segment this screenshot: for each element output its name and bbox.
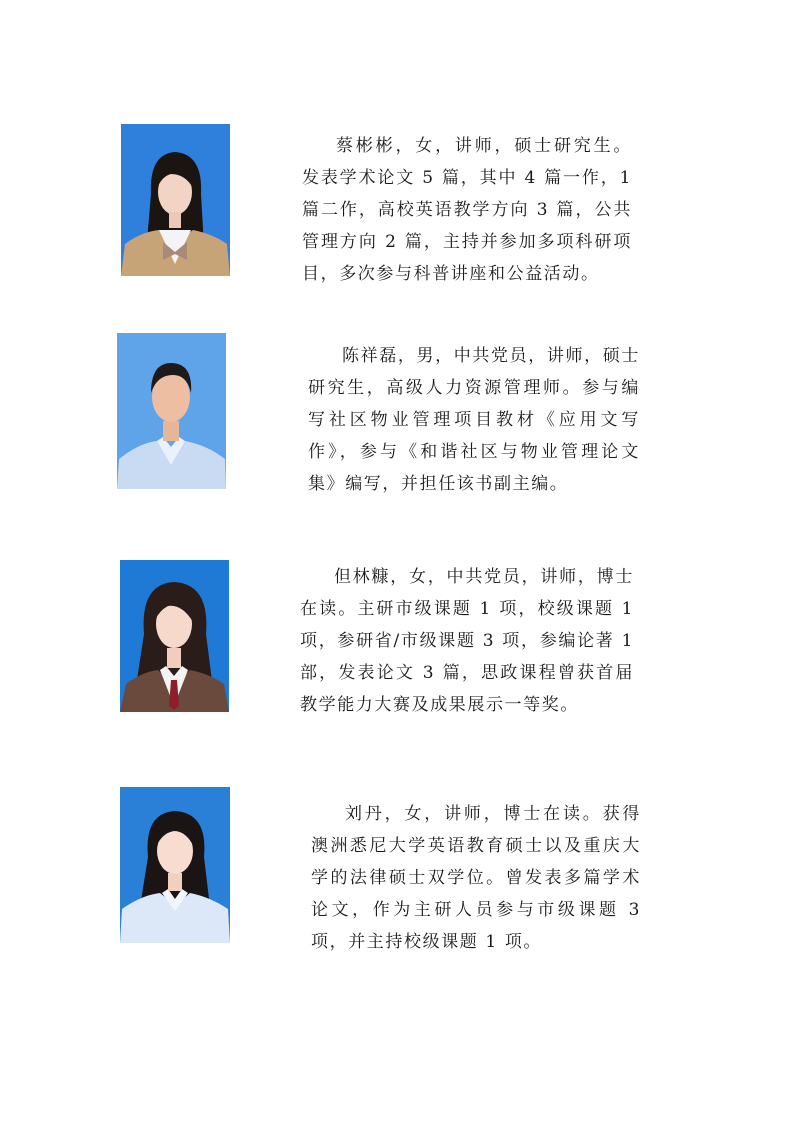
profile-bio-3: 但林糠，女，中共党员，讲师，博士在读。主研市级课题 1 项，校级课题 1 项，参研省/市级课题 3 项，参编论著 1 部，发表论文 3 篇，思政课程曾获首届教学能力大赛及成果展示一等奖。 <box>300 567 634 715</box>
profile-bio-1: 蔡彬彬，女，讲师，硕士研究生。发表学术论文 5 篇，其中 4 篇一作，1 篇二作，高校英语教学方向 3 篇，公共管理方向 2 篇，主持并参加多项科研项目，多次参与科普讲座和公益活动。 <box>302 136 632 284</box>
portrait-image-3 <box>120 560 229 712</box>
portrait-image-2 <box>117 333 226 489</box>
portrait-photo-1 <box>121 124 230 276</box>
portrait-photo-2 <box>117 333 226 489</box>
portrait-photo-3 <box>120 560 229 712</box>
portrait-image-4 <box>120 787 230 943</box>
profile-bio-2: 陈祥磊，男，中共党员，讲师，硕士研究生，高级人力资源管理师。参与编写社区物业管理项目教材《应用文写作》，参与《和谐社区与物业管理论文集》编写，并担任该书副主编。 <box>308 346 640 494</box>
portrait-photo-4 <box>120 787 230 943</box>
portrait-image-1 <box>121 124 230 276</box>
profile-bio-4: 刘丹，女，讲师，博士在读。获得澳洲悉尼大学英语教育硕士以及重庆大学的法律硕士双学位。曾发表多篇学术论文，作为主研人员参与市级课题 3 项，并主持校级课题 1 项。 <box>311 804 641 952</box>
